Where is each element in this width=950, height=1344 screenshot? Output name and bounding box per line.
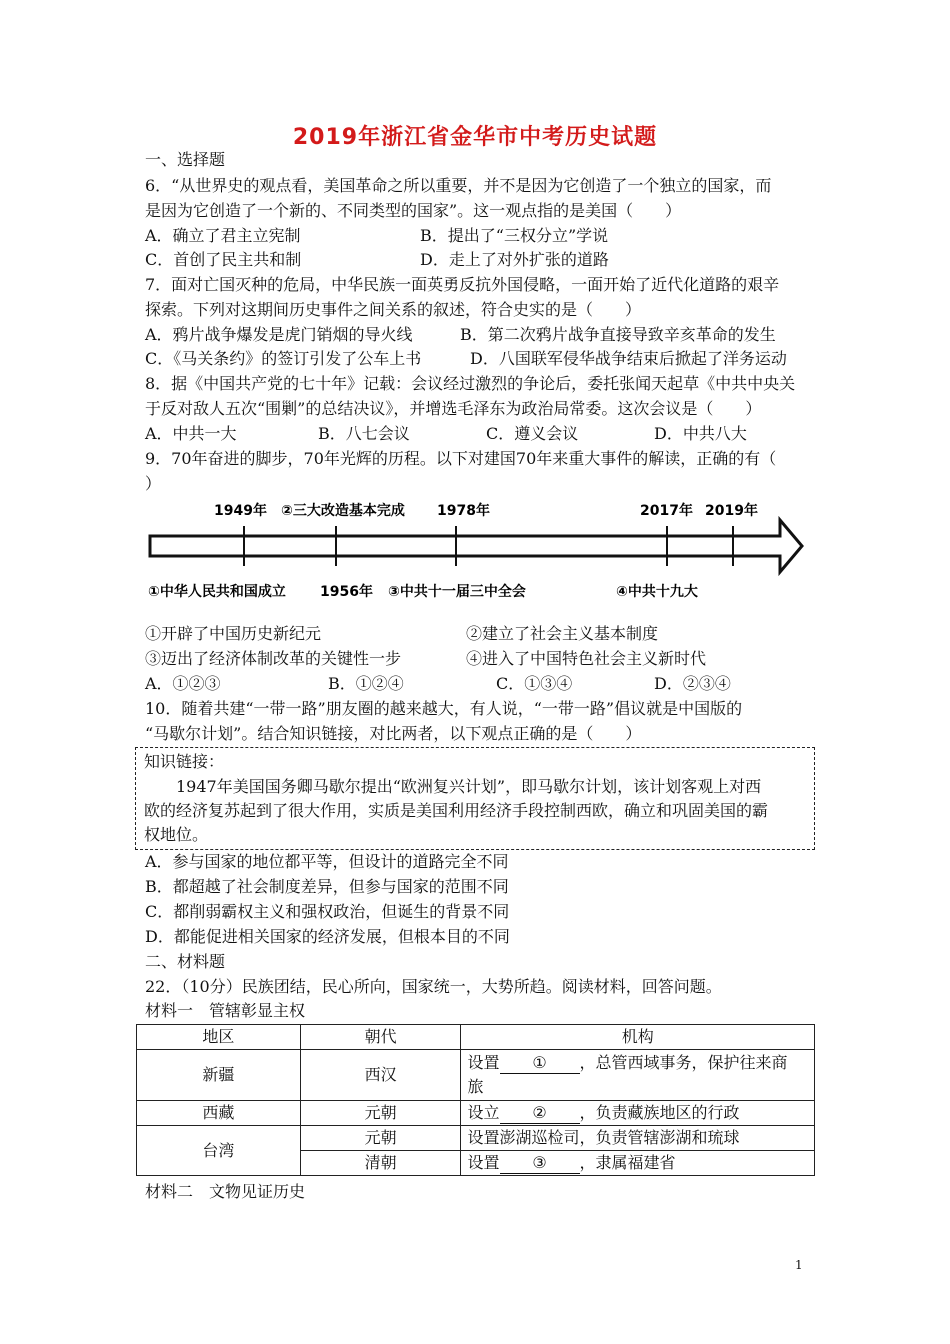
section-heading: 一、选择题 [145,150,226,169]
timeline-label: ④中共十九大 [616,584,698,600]
option-a: A．中共一大 [145,424,237,443]
table-cell: 新疆 [137,1050,301,1101]
material-2-heading: 材料二 文物见证历史 [145,1182,306,1201]
option-d: D．中共八大 [654,424,747,443]
table-header: 朝代 [300,1025,461,1050]
table-cell [461,1151,815,1176]
knowledge-link-text: 1947年美国国务卿马歇尔提出“欧洲复兴计划”，即马歇尔计划，该计划客观上对西 [144,777,762,796]
option-b: B．第二次鸦片战争直接导致辛亥革命的发生 [460,325,776,344]
option-b: B．提出了“三权分立”学说 [420,226,609,245]
table-text: 设置 [467,1053,500,1072]
statement-3: ③迈出了经济体制改革的关键性一步 [145,649,402,668]
knowledge-link-text: 欧的经济复苏起到了很大作用，实质是美国利用经济手段控制西欧，确立和巩固美国的霸 [144,801,769,820]
timeline-label: ①中华人民共和国成立 [148,584,286,600]
table-cell: 清朝 [300,1151,461,1176]
table-header: 机构 [461,1025,815,1050]
timeline-label: 2017年 [640,503,693,519]
knowledge-link-title: 知识链接： [144,752,225,771]
table-text: ，隶属福建省 [579,1153,676,1172]
timeline-label: ③中共十一届三中全会 [388,584,526,600]
page-title: 2019年浙江省金华市中考历史试题 [292,125,658,150]
table-row [137,1101,815,1126]
table-cell [461,1101,815,1126]
question-8-text: 于反对敌人五次“围剿”的总结决议》，并增选毛泽东为政治局常委。这次会议是（ ） [145,399,762,418]
table-text: 设立 [467,1103,500,1122]
option-c: C．①③④ [496,674,573,693]
timeline-label: ②三大改造基本完成 [281,503,405,519]
table-header-row [137,1025,815,1050]
question-9-text: 9．70年奋进的脚步，70年光辉的历程。以下对建国70年来重大事件的解读，正确的有（ [145,449,777,468]
question-7-text: 7．面对亡国灭种的危局，中华民族一面英勇反抗外国侵略，一面开始了近代化道路的艰辛 [145,275,780,294]
table-row [137,1050,815,1101]
section-heading: 二、材料题 [145,952,226,971]
option-b: B．①②④ [328,674,404,693]
table-cell: 设置澎湖巡检司，负责管辖澎湖和琉球 [461,1126,815,1151]
option-d: D．八国联军侵华战争结束后掀起了洋务运动 [470,349,787,368]
option-d: D．都能促进相关国家的经济发展，但根本目的不同 [145,927,510,946]
statement-2: ②建立了社会主义基本制度 [466,624,659,643]
option-a: A．鸦片战争爆发是虎门销烟的导火线 [145,325,413,344]
option-b: B．八七会议 [318,424,410,443]
table-cell: 西藏 [137,1101,301,1126]
table-cell: 元朝 [300,1101,461,1126]
table-row [137,1126,815,1151]
timeline-label: 1956年 [320,584,373,600]
option-a: A．确立了君主立宪制 [145,226,301,245]
table-text: 设置 [467,1153,500,1172]
table-text: ，总管西域事务，保护往来商 [579,1053,788,1072]
page-number: 1 [795,1258,803,1272]
option-a: A．参与国家的地位都平等，但设计的道路完全不同 [145,852,509,871]
question-6-text: 6．“从世界史的观点看，美国革命之所以重要，并不是因为它创造了一个独立的国家，而 [145,176,772,195]
knowledge-link-text: 权地位。 [144,825,209,844]
option-c: C．首创了民主共和制 [145,250,302,269]
table-cell: 台湾 [137,1126,301,1176]
timeline-label: 2019年 [705,503,758,519]
question-7-text: 探索。下列对这期间历史事件之间关系的叙述，符合史实的是（ ） [145,300,642,319]
timeline-diagram [140,490,820,610]
option-d: D．②③④ [654,674,731,693]
statement-1: ①开辟了中国历史新纪元 [145,624,322,643]
question-22-text: 22．（10分）民族团结，民心所向，国家统一，大势所趋。阅读材料，回答问题。 [145,977,722,996]
answer-blank: ② [500,1103,580,1124]
option-b: B．都超越了社会制度差异，但参与国家的范围不同 [145,877,509,896]
question-10-text: “马歇尔计划”。结合知识链接，对比两者，以下观点正确的是（ ） [145,724,642,743]
option-a: A．①②③ [145,674,221,693]
timeline-label: 1978年 [437,503,490,519]
question-9-text: ） [145,474,162,493]
question-8-text: 8．据《中国共产党的七十年》记载：会议经过激烈的争论后，委托张闻天起草《中共中央关 [145,374,796,393]
statement-4: ④进入了中国特色社会主义新时代 [466,649,707,668]
table-header: 地区 [137,1025,301,1050]
answer-blank: ③ [500,1153,580,1174]
question-6-text: 是因为它创造了一个新的、不同类型的国家”。这一观点指的是美国（ ） [145,201,682,220]
question-10-text: 10．随着共建“一带一路”朋友圈的越来越大，有人说，“一带一路”倡议就是中国版的 [145,699,743,718]
table-text: ，负责藏族地区的行政 [579,1103,740,1122]
timeline-arrow [150,520,802,572]
table-cell: 元朝 [300,1126,461,1151]
option-c: C．遵义会议 [486,424,579,443]
table-cell: 西汉 [300,1050,461,1101]
answer-blank: ① [500,1053,580,1074]
material-table [136,1024,815,1176]
timeline-label: 1949年 [214,503,267,519]
knowledge-link-box [135,747,815,850]
table-text: 旅 [467,1077,484,1096]
option-c: C．都削弱霸权主义和强权政治，但诞生的背景不同 [145,902,510,921]
material-1-heading: 材料一 管辖彰显主权 [145,1001,306,1020]
option-c: C．《马关条约》的签订引发了公车上书 [145,349,422,368]
table-cell [461,1050,815,1101]
option-d: D．走上了对外扩张的道路 [420,250,609,269]
